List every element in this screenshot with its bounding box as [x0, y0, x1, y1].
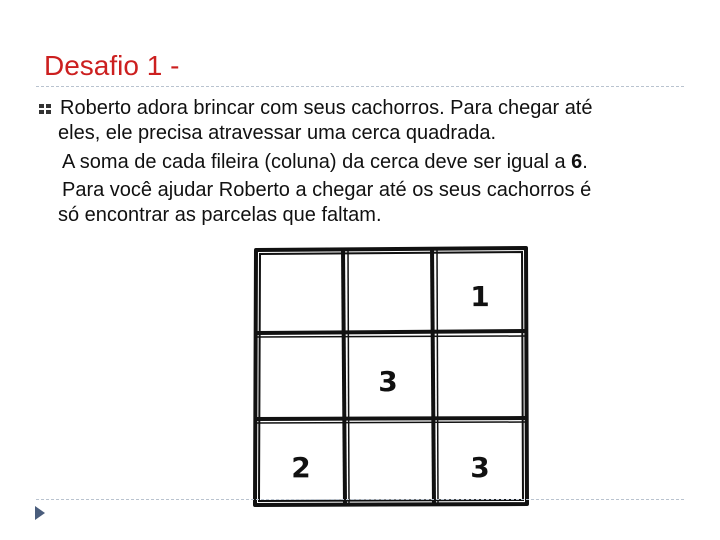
target-sum: 6 [571, 151, 583, 173]
paragraph-line-3 [56, 148, 696, 177]
slide-title: Desafio 1 - [44, 50, 180, 81]
grid-vline-2 [432, 248, 434, 504]
grid-hline-2b [257, 422, 525, 423]
grid-cell-r1-c3: 1 [470, 280, 490, 313]
instructions-paragraph [56, 94, 696, 230]
paragraph-line-2: eles, ele precisa atravessar uma cerca quadrada. [58, 122, 497, 144]
grid-vline-1b [348, 250, 349, 503]
bullet-icon [38, 102, 52, 114]
grid-cell-r3-c3: 3 [470, 451, 490, 484]
bottom-divider [36, 499, 684, 500]
grid-hline-2 [256, 418, 526, 419]
grid-hline-1b [257, 336, 525, 337]
paragraph-line-3-end: . [582, 151, 588, 173]
fence-grid [248, 240, 532, 512]
grid-vline-2b [437, 249, 438, 503]
fence-grid-svg [248, 240, 532, 512]
top-divider [36, 86, 684, 87]
paragraph-line-5: só encontrar as parcelas que faltam. [58, 204, 382, 226]
grid-vline-1 [343, 249, 345, 504]
grid-hline-1 [256, 331, 526, 333]
nav-arrow-icon[interactable] [34, 505, 46, 521]
paragraph-line-1: Roberto adora brincar com seus cachorros. Para chegar até [60, 97, 593, 119]
paragraph-line-4: Para você ajudar Roberto a chegar até os seus cachorros é [62, 179, 592, 201]
paragraph-line-3-text: A soma de cada fileira (coluna) da cerca deve ser igual a [62, 151, 572, 173]
grid-cell-r2-c2: 3 [378, 365, 398, 398]
grid-cell-r3-c1: 2 [291, 451, 311, 484]
